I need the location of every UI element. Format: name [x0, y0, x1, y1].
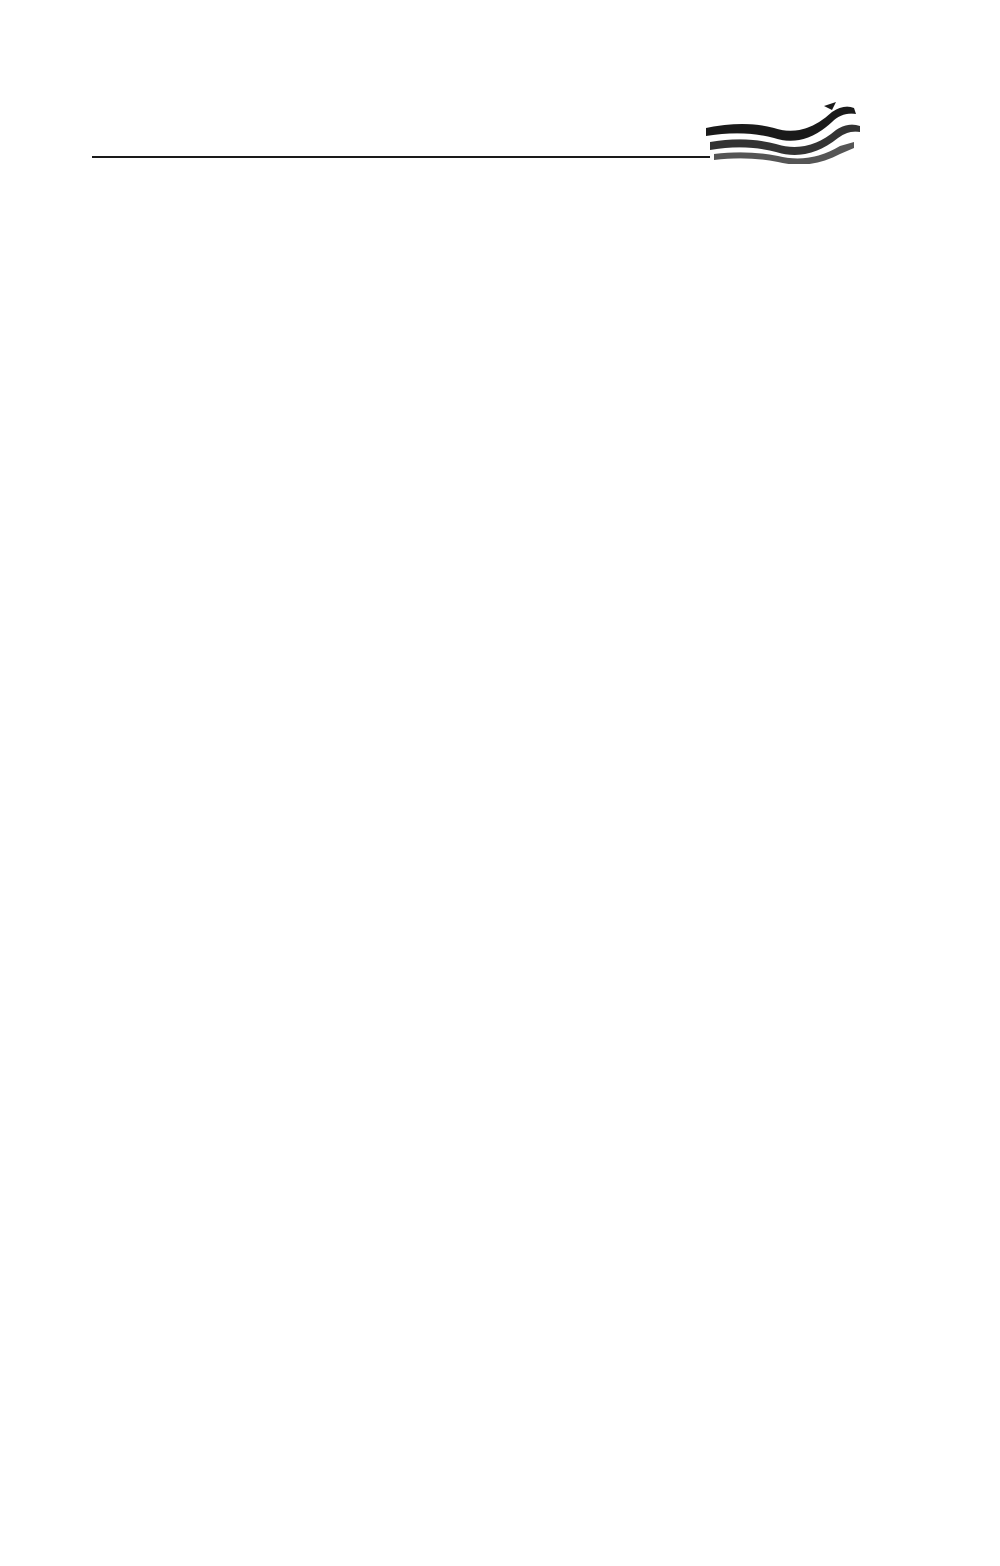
ribbon-ornament-icon	[704, 98, 864, 164]
table-of-contents	[92, 184, 855, 238]
header-rule	[92, 156, 710, 158]
running-header	[92, 108, 862, 168]
